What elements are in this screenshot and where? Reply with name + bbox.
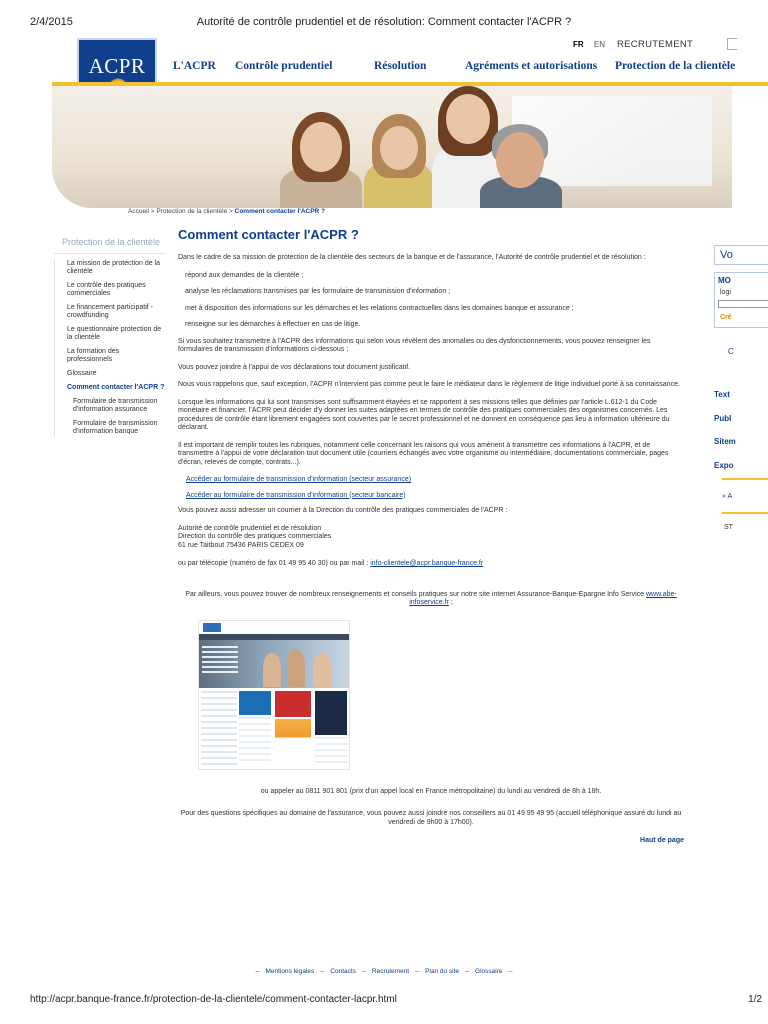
footer-link-mentions[interactable]: Mentions légales: [265, 968, 315, 975]
footer-link-contacts[interactable]: Contacts: [330, 968, 356, 975]
search-input[interactable]: [727, 38, 737, 50]
sidebar-menu: [54, 260, 166, 436]
footer-separator: --: [320, 968, 325, 975]
abe-link[interactable]: www.abe-infoservice.fr: [409, 590, 677, 606]
body-paragraph: Lorsque les informations qui lui sont transmises sont suffisamment étayées et se rapportent à ses missions telles que définies par l'article L.612-1 du Code monétaire et financier, l'ACPR peut décider d'y donner les suites adaptées en termes de contrôle des pratiques commerciales des organismes concernés. Les procédures de contrôle étant librement engagées sont couvertes par le secret professionnel et ne donnent en conséquence pas lieu à information ultérieure du déclarant.: [178, 398, 670, 431]
breadcrumb: [128, 208, 325, 215]
abe-text: Par ailleurs, vous pouvez trouver de nombreux renseignements et conseils pratiques sur notre site internet Assurance-Banque-Epargne Info Service: [185, 590, 645, 598]
body-paragraph: Vous pouvez joindre à l'appui de vos déclarations tout document justificatif.: [178, 363, 411, 371]
breadcrumb-separator: >: [150, 208, 155, 215]
phone-paragraph: ou appeler au 0811 901 801 (prix d'un appel local en France métropolitaine) du lundi au vendredi de 8h à 18h.: [260, 787, 602, 795]
create-account-link[interactable]: Cré: [720, 314, 732, 321]
breadcrumb-separator: >: [229, 208, 233, 215]
breadcrumb-section[interactable]: Protection de la clientèle: [156, 208, 228, 215]
login-field-label[interactable]: logi: [720, 289, 731, 296]
thumb-hero-text: [202, 646, 238, 676]
footer-link-plan[interactable]: Plan du site: [425, 968, 460, 975]
print-date: 2/4/2015: [30, 16, 73, 28]
thumb-column: [275, 691, 311, 717]
mission-bullet: répond aux demandes de la clientèle ;: [185, 271, 304, 279]
breadcrumb-current: Comment contacter l'ACPR ?: [234, 208, 326, 215]
thumb-person: [263, 653, 281, 687]
breadcrumb-home[interactable]: Accueil: [128, 208, 149, 215]
fax-text: ou par télécopie (numéro de fax 01 49 95 40 30) ou par mail :: [178, 560, 369, 567]
form-link-banque[interactable]: Accéder au formulaire de transmission d'information (secteur bancaire): [186, 491, 406, 499]
body-paragraph: Il est important de remplir toutes les rubriques, notamment celle concernant les raisons qui vous amènent à transmettre ces informations à l'ACPR, et de transmettre à l'appui de votre déclaration tout document utile (courriers échangés avec votre organisme ou intermédiaire, documentations commerciale, pages d'écran, relevés de compte, contrats...).: [178, 441, 669, 466]
body-paragraph: Si vous souhaitez transmettre à l'ACPR des informations qui selon vous révèlent des anomalies ou des dysfonctionnements, vous pouvez renseigner les formulaires de transmission d'informations ci-dessous ;: [178, 337, 651, 353]
footer-separator: --: [414, 968, 420, 975]
banner-figure: [300, 122, 342, 172]
right-link-more[interactable]: » A: [722, 493, 733, 500]
address-line: 61 rue Taitbout 75436 PARIS CEDEX 09: [178, 541, 304, 549]
logo-text: ACPR: [88, 54, 146, 78]
thumb-column: [275, 719, 311, 765]
abe-paragraph: [178, 591, 684, 608]
address-line: Autorité de contrôle prudentiel et de résolution: [178, 524, 322, 532]
thumb-column: [315, 691, 347, 735]
footer-separator: --: [508, 968, 513, 975]
right-link-publ[interactable]: Publ: [714, 414, 732, 423]
site-footer: [0, 968, 768, 975]
thumb-people: [259, 643, 339, 687]
banner-figure: [496, 132, 544, 188]
abe-end: ;: [450, 599, 453, 606]
lang-en-link[interactable]: EN: [593, 40, 606, 49]
sidebar-subitem-form-assurance[interactable]: Formulaire de transmission d'information assurance: [73, 398, 158, 413]
right-divider: [722, 512, 768, 514]
right-fragment-st: ST: [724, 524, 733, 531]
mission-bullet: met à disposition des informations sur les démarches et les relations contractuelles dans les domaines banque et assurance ;: [185, 304, 574, 312]
print-page-number: 1/2: [748, 994, 762, 1005]
thumb-column: [315, 737, 347, 765]
fax-paragraph: [178, 560, 684, 569]
page-title: Comment contacter l'ACPR ?: [178, 227, 359, 242]
intro-paragraph: Dans le cadre de sa mission de protection de la clientèle des secteurs de la banque et de l'assurance, l'Autorité de contrôle prudentiel et de résolution :: [178, 254, 646, 261]
print-title: Autorité de contrôle prudentiel et de résolution: Comment contacter l'ACPR ?: [196, 16, 572, 28]
thumb-column: [239, 691, 271, 715]
abe-infoservice-screenshot[interactable]: [198, 620, 350, 770]
sidebar-subitem-form-banque[interactable]: Formulaire de transmission d'information banque: [73, 420, 158, 435]
footer-separator: --: [361, 968, 367, 975]
sidebar-item-mission[interactable]: La mission de protection de la clientèle: [67, 260, 160, 275]
family-banner-image: [52, 86, 732, 208]
sidebar-item-glossaire[interactable]: Glossaire: [67, 370, 97, 377]
banner-figure: [380, 126, 418, 170]
address-line: Direction du contrôle des pratiques commerciales: [178, 533, 332, 540]
thumb-person: [313, 653, 331, 687]
back-to-top-link[interactable]: Haut de page: [640, 837, 684, 844]
right-link-expo[interactable]: Expo: [714, 461, 734, 470]
postal-address: [178, 525, 684, 551]
main-navigation: [160, 60, 768, 80]
lang-fr-link[interactable]: FR: [573, 40, 584, 49]
nav-item-controle-prudentiel[interactable]: Contrôle prudentiel: [235, 60, 333, 72]
body-paragraph: Nous vous rappelons que, sauf exception, l'ACPR n'intervient pas comme peut le faire le médiateur dans le règlement de litige individuel porté à sa connaissance.: [178, 381, 680, 388]
right-panel-title: Vo: [720, 249, 733, 261]
right-divider: [722, 478, 768, 480]
sidebar-item-questionnaire[interactable]: Le questionnaire protection de la clientèle: [67, 326, 162, 341]
sidebar-item-contact[interactable]: Comment contacter l'ACPR ?: [67, 384, 165, 391]
right-link[interactable]: C: [728, 347, 734, 356]
thumb-column: [239, 717, 271, 765]
language-switch: [573, 40, 613, 49]
nav-item-protection-clientele[interactable]: Protection de la clientèle: [615, 60, 736, 72]
sidebar-title[interactable]: Protection de la clientèle: [54, 232, 166, 254]
left-sidebar: [54, 232, 166, 442]
footer-separator: --: [464, 968, 470, 975]
sidebar-item-crowdfunding[interactable]: Le financement participatif - crowdfunding: [67, 304, 153, 319]
thumb-column: [201, 691, 237, 767]
right-link-sitem[interactable]: Sitem: [714, 437, 736, 446]
print-url: http://acpr.banque-france.fr/protection-de-la-clientele/comment-contacter-lacpr.html: [30, 994, 397, 1005]
nav-item-resolution[interactable]: Résolution: [374, 60, 427, 72]
body-paragraph: Vous pouvez aussi adresser un courrier à la Direction du contrôle des pratiques commerciales de l'ACPR :: [178, 507, 508, 514]
nav-item-agrements[interactable]: Agréments et autorisations: [465, 60, 598, 72]
email-link[interactable]: info-clientele@acpr.banque-france.fr: [370, 560, 484, 567]
mission-bullet: analyse les réclamations transmises par les formulaire de transmission d'information ;: [185, 288, 451, 295]
main-content: [178, 228, 684, 846]
nav-item-acpr[interactable]: L'ACPR: [173, 60, 216, 72]
sidebar-item-formation[interactable]: La formation des professionnels: [67, 348, 120, 363]
mission-bullet: renseigne sur les démarches à effectuer en cas de litige.: [185, 321, 361, 328]
insurance-paragraph: Pour des questions spécifiques au domaine de l'assurance, vous pouvez aussi joindre nos conseillers au 01 49 95 49 95 (accueil téléphonique assuré du lundi au vendredi de 9h00 à 17h00).: [180, 810, 682, 826]
recrutement-link[interactable]: RECRUTEMENT: [617, 39, 694, 50]
thumb-person: [287, 649, 305, 687]
footer-link-recrutement[interactable]: Recrutement: [371, 968, 410, 975]
thumb-header: [199, 621, 349, 634]
thumb-logo: [203, 623, 221, 632]
sidebar-item-controle-pratiques[interactable]: Le contrôle des pratiques commerciales: [67, 282, 146, 297]
form-link-assurance[interactable]: Accéder au formulaire de transmission d'information (secteur assurance): [186, 476, 412, 483]
login-title: MO: [718, 276, 731, 285]
banner-figure: [446, 94, 490, 144]
footer-link-glossaire[interactable]: Glossaire: [475, 968, 503, 975]
footer-separator: --: [255, 968, 260, 975]
password-field[interactable]: [718, 300, 768, 308]
right-link-text[interactable]: Text: [714, 390, 730, 399]
